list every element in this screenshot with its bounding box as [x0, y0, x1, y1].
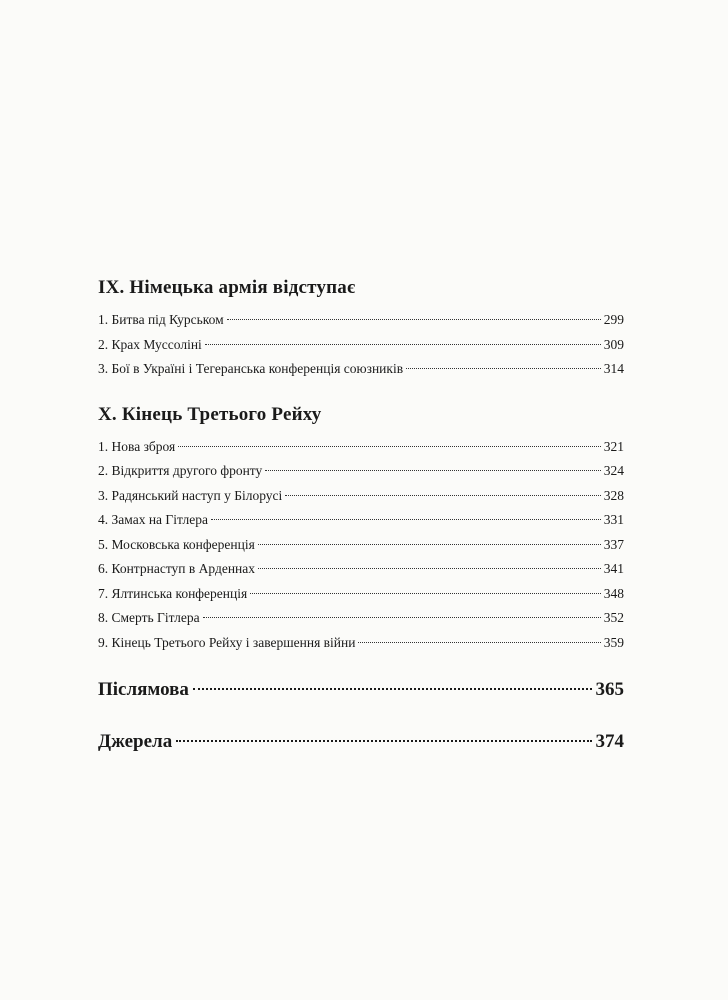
entry-label: 7. Ялтинська конференція [98, 585, 248, 601]
toc-entry [98, 631, 624, 656]
toc-afterword [98, 678, 624, 702]
part-title: IX. Німецька армія відступає [98, 277, 356, 298]
dot-leader [258, 544, 601, 545]
entry-page: 321 [603, 438, 624, 454]
entry-page: 352 [603, 610, 624, 625]
afterword-page: 365 [595, 679, 624, 700]
toc-entry [98, 508, 624, 533]
dot-leader [176, 740, 591, 742]
entry-page: 337 [603, 536, 624, 552]
entry-label: 2. Крах Муссоліні [98, 336, 202, 352]
entry-page: 341 [603, 561, 624, 576]
toc-entry [98, 333, 624, 358]
entry-label: 4. Замах на Гітлера [98, 512, 209, 527]
entry-page: 359 [603, 634, 624, 650]
entry-label: 3. Бої в Україні і Тегеранська конференція союзників [98, 361, 404, 376]
entry-label: 8. Смерть Гітлера [98, 610, 200, 625]
toc-entry [98, 484, 624, 509]
table-of-contents [98, 276, 624, 754]
entry-page: 324 [603, 463, 624, 478]
toc-entry [98, 582, 624, 607]
dot-leader [250, 593, 601, 594]
entry-label: 9. Кінець Третього Рейху і завершення війни [98, 634, 356, 650]
part-title: X. Кінець Третього Рейху [98, 403, 322, 425]
part-x [98, 403, 624, 656]
dot-leader [285, 495, 600, 496]
afterword-label: Післямова [98, 679, 189, 700]
toc-entry [98, 459, 624, 484]
dot-leader [406, 368, 601, 369]
toc-entry [98, 435, 624, 460]
dot-leader [227, 319, 601, 320]
part-ix [98, 276, 624, 382]
entry-label: 1. Битва під Курськом [98, 312, 224, 327]
entry-page: 348 [603, 585, 624, 601]
dot-leader [258, 568, 601, 569]
entry-label: 5. Московська конференція [98, 536, 255, 552]
sources-label: Джерела [98, 731, 173, 752]
toc-entry [98, 357, 624, 382]
entry-page: 309 [603, 336, 624, 352]
entry-label: 3. Радянський наступ у Білорусі [98, 487, 283, 503]
toc-entry [98, 533, 624, 558]
entry-label: 2. Відкриття другого фронту [98, 463, 263, 478]
entry-label: 1. Нова зброя [98, 438, 176, 454]
dot-leader [178, 446, 601, 447]
toc-entry [98, 557, 624, 582]
entry-page: 299 [603, 312, 624, 327]
dot-leader [203, 617, 601, 618]
sources-page: 374 [595, 731, 624, 752]
entry-page: 328 [603, 487, 624, 503]
dot-leader [358, 642, 600, 643]
entry-page: 314 [603, 361, 624, 376]
toc-entry [98, 606, 624, 631]
entry-label: 6. Контрнаступ в Арденнах [98, 561, 256, 576]
dot-leader [205, 344, 601, 345]
entry-page: 331 [603, 512, 624, 527]
dot-leader [211, 519, 601, 520]
dot-leader [265, 470, 600, 471]
toc-entry [98, 308, 624, 333]
toc-sources [98, 730, 624, 754]
dot-leader [193, 688, 592, 690]
